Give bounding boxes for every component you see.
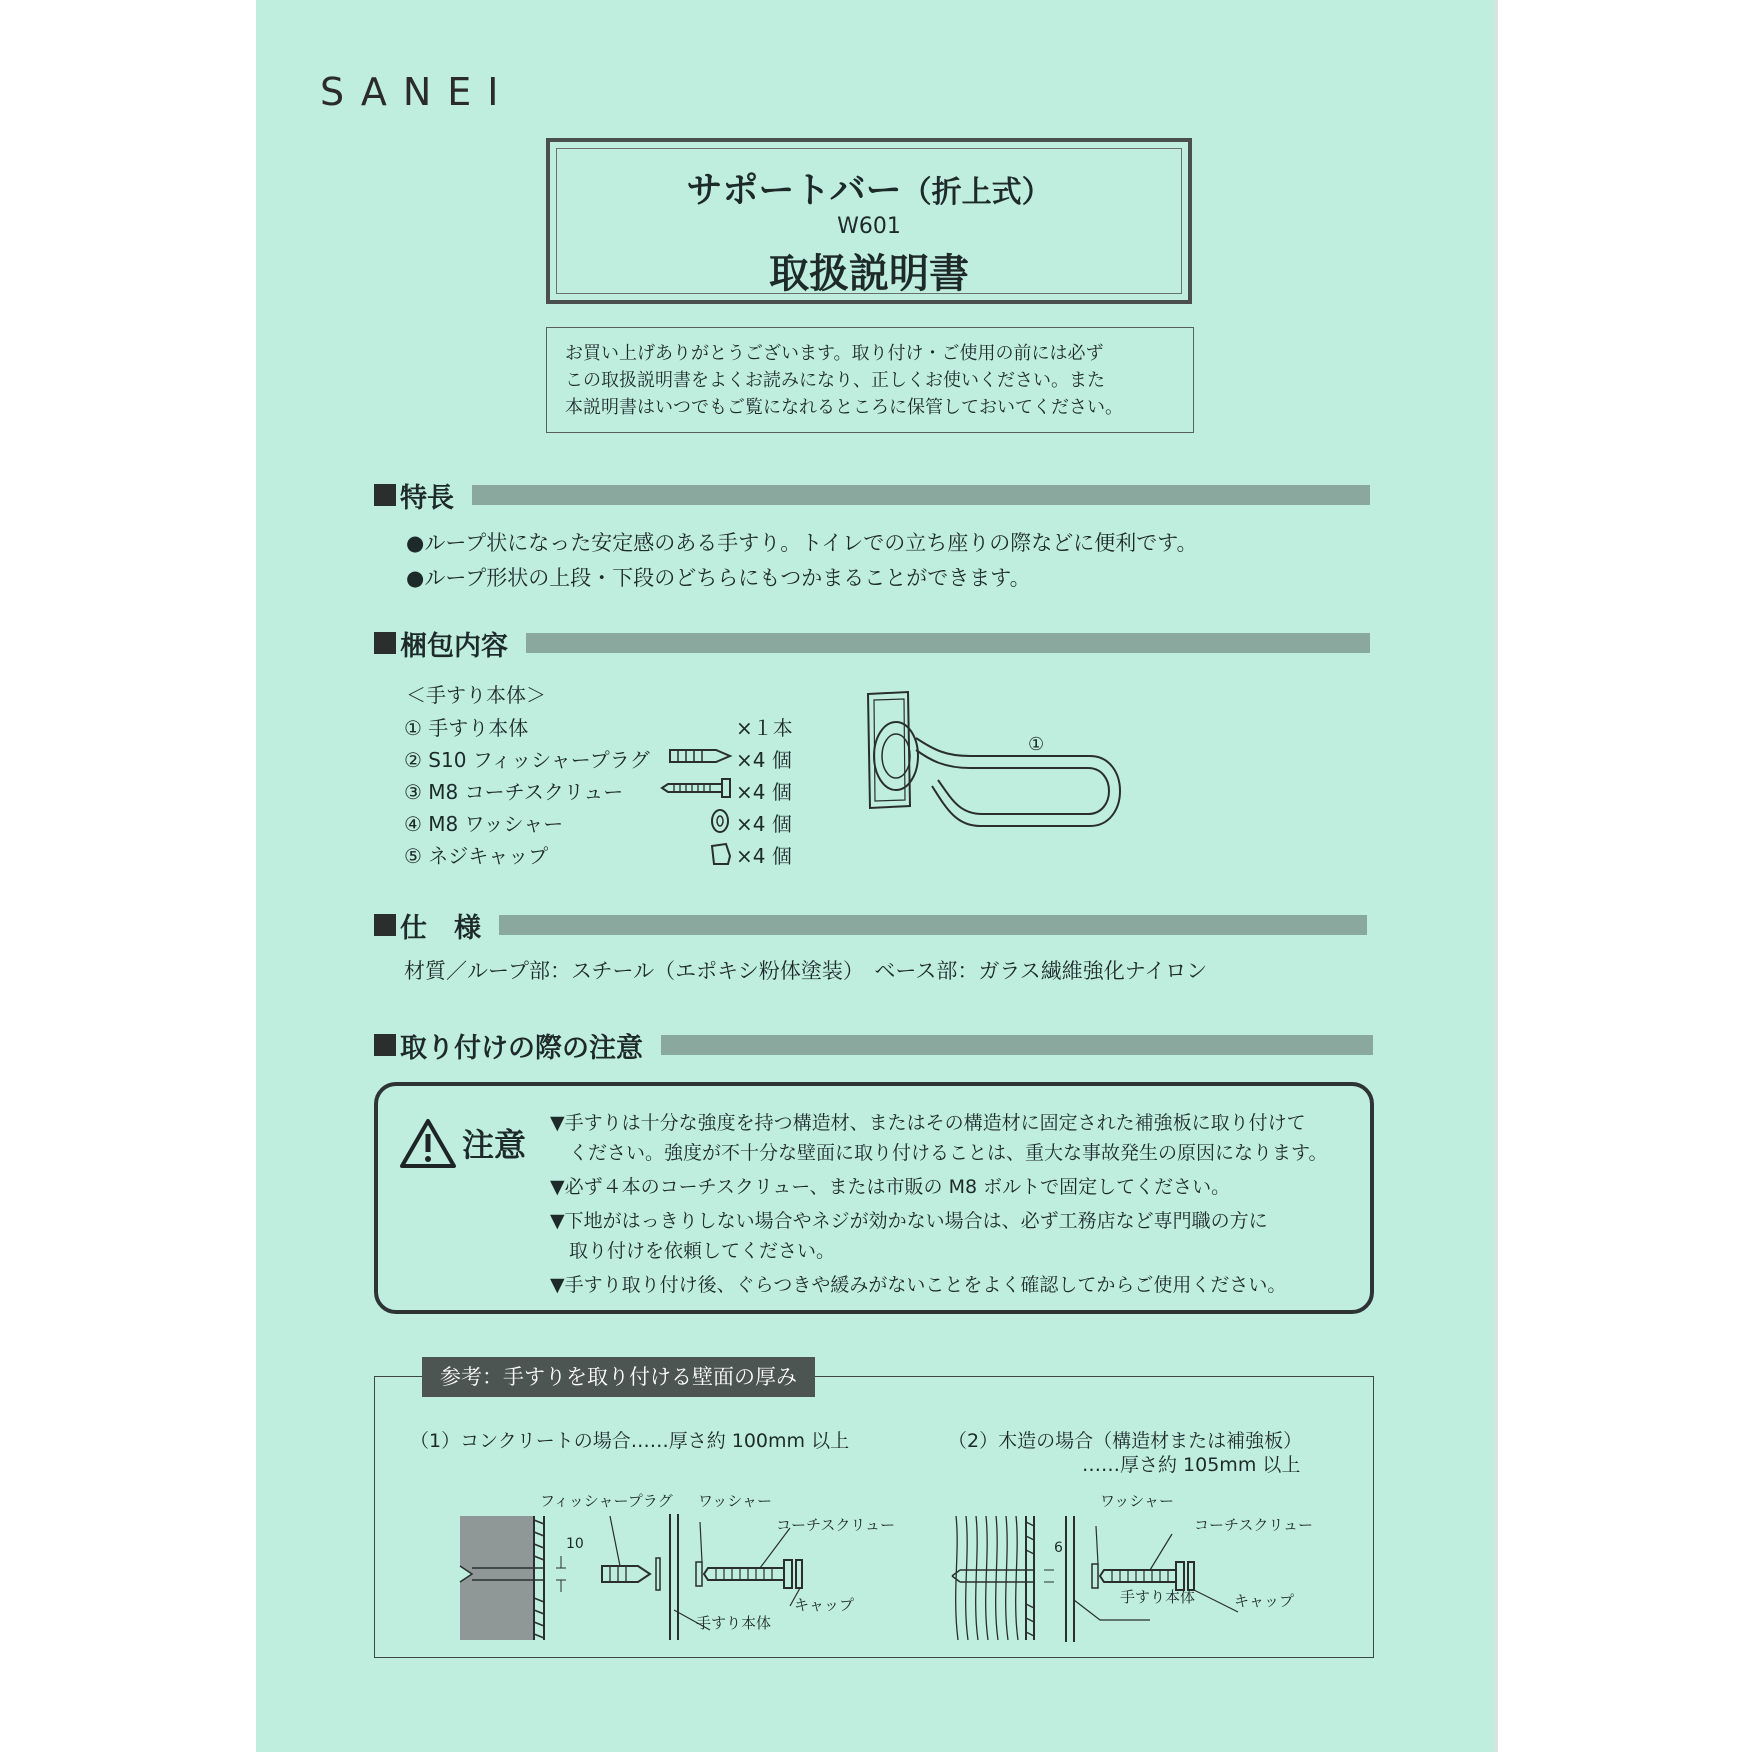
label-body: 手すり本体 bbox=[696, 1614, 772, 1632]
feature-item: ●ループ状になった安定感のある手すり。トイレでの立ち座りの際などに便利です。 bbox=[406, 531, 1198, 555]
manual-title: 取扱説明書 bbox=[769, 251, 969, 297]
caution-line: ▼手すりは十分な強度を持つ構造材、またはその構造材に固定された補強板に取り付けて bbox=[550, 1112, 1306, 1134]
label-body-wood: 手すり本体 bbox=[1120, 1588, 1196, 1606]
caution-box bbox=[374, 1082, 1374, 1314]
figure-label: ① bbox=[1028, 734, 1045, 755]
caution-line: ▼下地がはっきりしない場合やネジが効かない場合は、必ず工務店など専門職の方に bbox=[550, 1210, 1268, 1232]
caution-line: ください。強度が不十分な壁面に取り付けることは、重大な事故発生の原因になります。 bbox=[550, 1142, 1328, 1164]
label-plug: フィッシャープラグ bbox=[540, 1492, 673, 1510]
label-cap-wood: キャップ bbox=[1234, 1592, 1295, 1610]
brand-logo: SANEI bbox=[320, 70, 515, 114]
reference-wood-line2: ……厚さ約 105mm 以上 bbox=[1082, 1454, 1301, 1476]
label-screw-wood: コーチスクリュー bbox=[1194, 1516, 1313, 1534]
reference-title: 参考：手すりを取り付ける壁面の厚み bbox=[422, 1357, 815, 1397]
feature-item: ●ループ形状の上段・下段のどちらにもつかまることができます。 bbox=[406, 566, 1031, 590]
caution-line: 取り付けを依頼してください。 bbox=[550, 1240, 836, 1262]
sheet-edge bbox=[1494, 0, 1498, 1752]
caution-line: ▼手すり取り付け後、ぐらつきや緩みがないことをよく確認してからご使用ください。 bbox=[550, 1274, 1287, 1296]
warning-icon bbox=[400, 1118, 456, 1168]
dia-wood: 6 bbox=[1054, 1540, 1063, 1556]
label-screw: コーチスクリュー bbox=[776, 1516, 895, 1534]
package-item-qty: ×4 個 bbox=[736, 780, 792, 804]
spec-heading: 仕 様 bbox=[374, 910, 1367, 940]
features-heading: 特長 bbox=[374, 480, 1370, 510]
caution-line: ▼必ず４本のコーチスクリュー、または市販の M8 ボルトで固定してください。 bbox=[550, 1176, 1231, 1198]
package-item-label: ② S10 フィッシャープラグ bbox=[404, 748, 650, 772]
washer-icon bbox=[710, 808, 732, 834]
package-item-qty: ×4 個 bbox=[736, 812, 792, 836]
package-item-label: ③ M8 コーチスクリュー bbox=[404, 780, 624, 804]
product-title bbox=[550, 162, 1188, 213]
screw-icon bbox=[660, 776, 736, 800]
label-washer-wood: ワッシャー bbox=[1100, 1492, 1174, 1510]
spec-text: 材質／ループ部：スチール（エポキシ粉体塗装） ベース部：ガラス繊維強化ナイロン bbox=[404, 959, 1208, 983]
package-item-qty: ×4 個 bbox=[736, 748, 792, 772]
intro-line: お買い上げありがとうございます。取り付け・ご使用の前には必ず bbox=[565, 343, 1104, 364]
product-name: サポートバー bbox=[686, 170, 902, 211]
dia-concrete: 10 bbox=[566, 1536, 584, 1552]
package-item-qty: ×4 個 bbox=[736, 844, 792, 868]
reference-concrete: （1）コンクリートの場合……厚さ約 100mm 以上 bbox=[410, 1430, 850, 1452]
label-cap: キャップ bbox=[794, 1596, 855, 1614]
install-caution-heading: 取り付けの際の注意 bbox=[374, 1030, 1373, 1060]
caution-label: 注意 bbox=[400, 1118, 526, 1168]
reference-wood-line1: （2）木造の場合（構造材または補強板） bbox=[948, 1430, 1303, 1452]
label-washer: ワッシャー bbox=[698, 1492, 772, 1510]
product-subtitle: （折上式） bbox=[901, 175, 1052, 210]
package-item-label: ④ M8 ワッシャー bbox=[404, 812, 564, 836]
package-subheading: ＜手すり本体＞ bbox=[406, 683, 546, 707]
intro-line: 本説明書はいつでもご覧になれるところに保管しておいてください。 bbox=[565, 397, 1123, 418]
package-heading: 梱包内容 bbox=[374, 628, 1370, 658]
cap-icon bbox=[708, 842, 734, 868]
title-box bbox=[546, 138, 1192, 304]
model-number: W601 bbox=[837, 214, 901, 239]
package-item-label: ⑤ ネジキャップ bbox=[404, 844, 549, 868]
handrail-illustration bbox=[860, 690, 1160, 840]
intro-line: この取扱説明書をよくお読みになり、正しくお使いください。また bbox=[565, 370, 1105, 391]
plug-icon bbox=[668, 744, 738, 768]
package-item-label: ① 手すり本体 bbox=[404, 716, 529, 740]
package-item-qty: ×１本 bbox=[736, 716, 793, 740]
intro-notice bbox=[546, 327, 1194, 433]
